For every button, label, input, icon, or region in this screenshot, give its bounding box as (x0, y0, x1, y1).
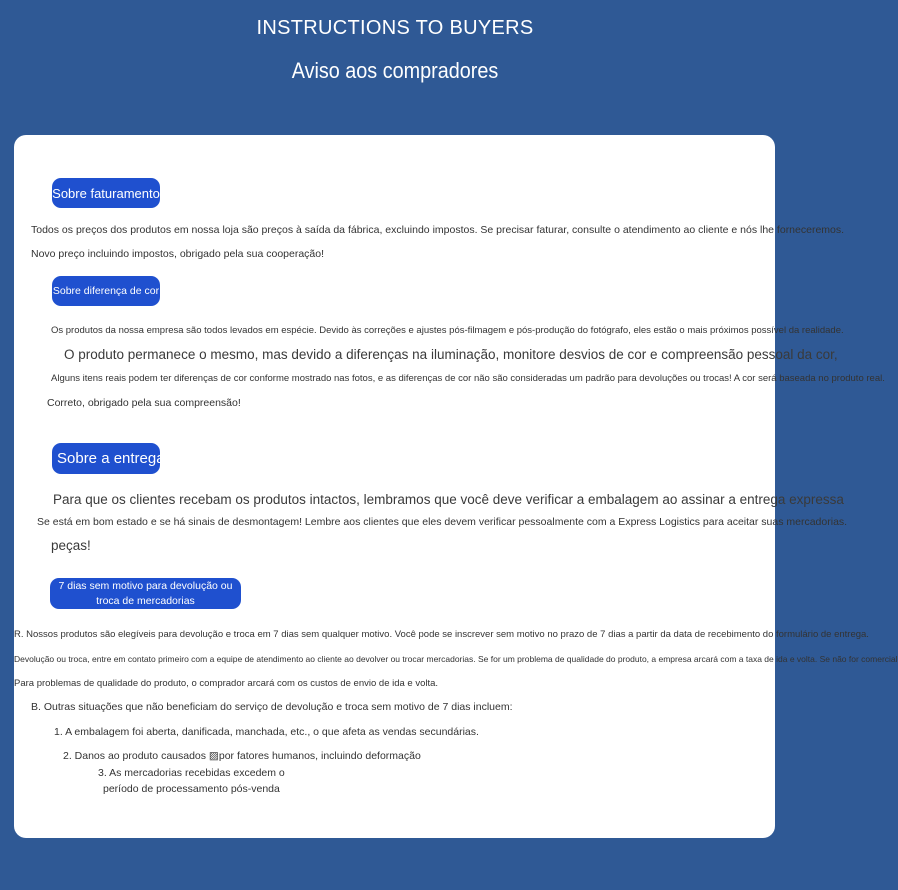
returns-text-line-1: R. Nossos produtos são elegíveis para devolução e troca em 7 dias sem qualquer motivo. Você pode se inscrever sem motivo no prazo de 7 dias a partir da data de recebimento do formulário de entrega. (14, 629, 869, 640)
returns-list-item-3-line-2: período de processamento pós-venda (103, 783, 280, 795)
color-difference-badge: Sobre diferença de cor (52, 276, 160, 306)
delivery-text-line-1: Para que os clientes recebam os produtos intactos, lembramos que você deve verificar a embalagem ao assinar a entrega expressa (53, 492, 844, 507)
delivery-badge: Sobre a entrega (52, 443, 160, 474)
color-difference-text-line-1: Os produtos da nossa empresa são todos levados em espécie. Devido às correções e ajustes pós-filmagem e pós-produção do fotógrafo, eles estão o mais próximos possível da realidade. (51, 325, 844, 336)
instructions-card (14, 135, 898, 838)
returns-badge-line-2: troca de mercadorias (96, 594, 195, 607)
delivery-text-line-2: Se está em bom estado e se há sinais de desmontagem! Lembre aos clientes que eles devem verificar pessoalmente com a Express Logistics para aceitar suas mercadorias. (37, 516, 848, 528)
returns-text-line-3: Para problemas de qualidade do produto, o comprador arcará com os custos de envio de ida e volta. (14, 678, 439, 689)
returns-list-item-2: 2. Danos ao produto causados ▨por fatores humanos, incluindo deformação (63, 750, 421, 762)
billing-text-line-2: Novo preço incluindo impostos, obrigado pela sua cooperação! (31, 248, 325, 260)
returns-text-line-2: Devolução ou troca, entre em contato primeiro com a equipe de atendimento ao cliente ao devolver ou trocar mercadorias. Se for um problema de qualidade do produto, a empresa arcará com a taxa de ida e volta. Se não for comercial (14, 654, 898, 664)
returns-list-item-3-line-1: 3. As mercadorias recebidas excedem o (98, 767, 285, 779)
returns-badge-line-1: 7 dias sem motivo para devolução ou (58, 579, 233, 592)
returns-list-item-1: 1. A embalagem foi aberta, danificada, manchada, etc., o que afeta as vendas secundárias. (54, 726, 479, 738)
color-difference-text-line-2: O produto permanece o mesmo, mas devido a diferenças na iluminação, monitore desvios de cor e compreensão pessoal da cor, (64, 347, 838, 362)
returns-badge (50, 578, 241, 609)
billing-text-line-1: Todos os preços dos produtos em nossa loja são preços à saída da fábrica, excluindo impostos. Se precisar faturar, consulte o atendimento ao cliente e nós lhe forneceremos. (31, 224, 845, 236)
header-title-pt: Aviso aos compradores (291, 58, 499, 83)
returns-text-line-4: B. Outras situações que não beneficiam do serviço de devolução e troca sem motivo de 7 dias incluem: (31, 701, 513, 713)
color-difference-text-line-3: Alguns itens reais podem ter diferenças de cor conforme mostrado nas fotos, e as diferenças de cor não são consideradas um padrão para devoluções ou trocas! A cor será baseada no produto real. (51, 373, 885, 384)
header-title-en: INSTRUCTIONS TO BUYERS (256, 17, 534, 39)
delivery-text-line-3: peças! (51, 538, 91, 553)
billing-badge: Sobre faturamento (52, 178, 160, 208)
color-difference-text-line-4: Correto, obrigado pela sua compreensão! (47, 397, 241, 409)
